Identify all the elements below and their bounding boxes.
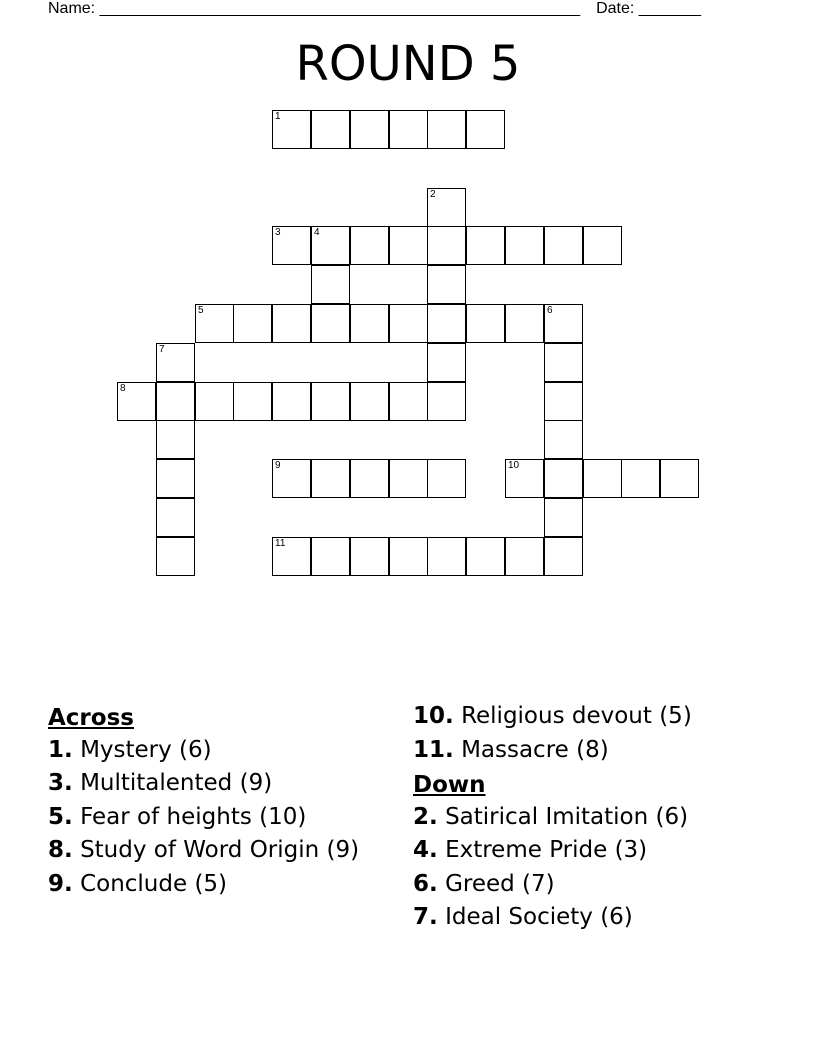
grid-cell[interactable]: [427, 265, 466, 304]
grid-cell[interactable]: [389, 110, 428, 149]
clue-number-label: 1: [275, 111, 281, 122]
grid-cell[interactable]: [544, 382, 583, 421]
grid-cell[interactable]: [544, 537, 583, 576]
clue-across-3: [48, 769, 368, 797]
grid-cell[interactable]: [272, 459, 311, 498]
clue-down-7: [413, 903, 773, 931]
grid-cell[interactable]: [427, 226, 466, 265]
grid-cell[interactable]: [389, 459, 428, 498]
grid-cell[interactable]: [544, 226, 583, 265]
grid-cell[interactable]: [583, 226, 622, 265]
grid-cell[interactable]: [466, 537, 505, 576]
clue-text: Ideal Society (6): [445, 904, 633, 930]
grid-cell[interactable]: [233, 382, 272, 421]
clue-number-label: 6: [547, 305, 553, 316]
clue-down-4: [413, 836, 773, 864]
grid-cell[interactable]: [544, 420, 583, 459]
grid-cell[interactable]: [427, 537, 466, 576]
clue-across-5: [48, 803, 368, 831]
clue-text: Satirical Imitation (6): [445, 803, 689, 830]
grid-cell[interactable]: [544, 304, 583, 343]
clue-number: 4.: [413, 837, 438, 863]
across-heading: Across: [48, 705, 134, 731]
grid-cell[interactable]: [466, 226, 505, 265]
grid-cell[interactable]: [272, 304, 311, 343]
grid-cell[interactable]: [621, 459, 660, 498]
clue-across-8: [48, 836, 368, 864]
grid-cell[interactable]: [350, 537, 389, 576]
grid-cell[interactable]: [311, 110, 350, 149]
grid-cell[interactable]: [311, 459, 350, 498]
clue-text: Mystery (6): [80, 736, 212, 763]
grid-cell[interactable]: [156, 382, 195, 421]
clue-across-11: [413, 736, 773, 764]
clue-text: Extreme Pride (3): [445, 837, 648, 863]
grid-cell[interactable]: [272, 110, 311, 149]
grid-cell[interactable]: [117, 382, 156, 421]
grid-cell[interactable]: [583, 459, 622, 498]
grid-cell[interactable]: [389, 304, 428, 343]
down-heading: Down: [413, 772, 486, 798]
grid-cell[interactable]: [427, 110, 466, 149]
clue-number: 6.: [413, 870, 438, 897]
clue-number: 7.: [413, 904, 438, 930]
grid-cell[interactable]: [350, 459, 389, 498]
grid-cell[interactable]: [389, 226, 428, 265]
clues-right-column: [413, 702, 773, 937]
clue-number-label: 11: [275, 538, 286, 549]
grid-cell[interactable]: [427, 188, 466, 227]
grid-cell[interactable]: [505, 537, 544, 576]
clue-text: Study of Word Origin (9): [80, 837, 360, 863]
grid-cell[interactable]: [350, 304, 389, 343]
clue-text: Multitalented (9): [80, 770, 273, 796]
clue-text: Massacre (8): [461, 736, 609, 763]
grid-cell[interactable]: [466, 110, 505, 149]
clue-number-label: 3: [275, 227, 281, 238]
grid-cell[interactable]: [427, 459, 466, 498]
clue-number-label: 4: [314, 227, 320, 238]
clues-left-column: [48, 702, 368, 903]
grid-cell[interactable]: [311, 226, 350, 265]
grid-cell[interactable]: [350, 110, 389, 149]
clue-number: 3.: [48, 770, 73, 796]
clue-down-2: [413, 803, 773, 831]
grid-cell[interactable]: [272, 382, 311, 421]
clue-number: 5.: [48, 803, 73, 830]
grid-cell[interactable]: [195, 382, 234, 421]
clue-number: 10.: [413, 703, 454, 729]
name-field-label[interactable]: Name: ______________________________________________________: [48, 0, 581, 17]
clue-across-10: [413, 702, 773, 730]
clue-across-1: [48, 736, 368, 764]
grid-cell[interactable]: [505, 459, 544, 498]
grid-cell[interactable]: [544, 498, 583, 537]
clue-number-label: 8: [120, 383, 126, 394]
grid-cell[interactable]: [350, 226, 389, 265]
grid-cell[interactable]: [156, 343, 195, 382]
clue-number-label: 7: [159, 344, 165, 355]
clue-number-label: 2: [430, 189, 436, 200]
page-title: ROUND 5: [295, 36, 521, 92]
clue-number-label: 5: [198, 305, 204, 316]
clue-number: 1.: [48, 736, 73, 763]
grid-cell[interactable]: [389, 537, 428, 576]
grid-cell[interactable]: [427, 343, 466, 382]
grid-cell[interactable]: [272, 226, 311, 265]
clue-text: Religious devout (5): [461, 703, 692, 729]
clue-number-label: 10: [508, 460, 520, 471]
grid-cell[interactable]: [660, 459, 699, 498]
clue-text: Greed (7): [445, 870, 555, 897]
grid-cell[interactable]: [505, 226, 544, 265]
clue-text: Conclude (5): [80, 870, 228, 897]
date-field-label[interactable]: Date: _______: [596, 0, 702, 17]
clue-number: 11.: [413, 736, 454, 763]
grid-cell[interactable]: [544, 459, 583, 498]
clue-number: 2.: [413, 803, 438, 830]
grid-cell[interactable]: [311, 265, 350, 304]
grid-cell[interactable]: [156, 459, 195, 498]
grid-cell[interactable]: [195, 304, 234, 343]
grid-cell[interactable]: [466, 304, 505, 343]
grid-cell[interactable]: [427, 382, 466, 421]
clue-number: 8.: [48, 837, 73, 863]
grid-cell[interactable]: [233, 304, 272, 343]
grid-cell[interactable]: [427, 304, 466, 343]
grid-cell[interactable]: [272, 537, 311, 576]
clue-across-9: [48, 870, 368, 898]
clue-down-6: [413, 870, 773, 898]
grid-cell[interactable]: [311, 537, 350, 576]
grid-cell[interactable]: [156, 420, 195, 459]
grid-cell[interactable]: [350, 382, 389, 421]
grid-cell[interactable]: [389, 382, 428, 421]
grid-cell[interactable]: [311, 382, 350, 421]
grid-cell[interactable]: [311, 304, 350, 343]
grid-cell[interactable]: [156, 537, 195, 576]
clue-number-label: 9: [275, 460, 281, 471]
clue-number: 9.: [48, 870, 73, 897]
grid-cell[interactable]: [544, 343, 583, 382]
grid-cell[interactable]: [505, 304, 544, 343]
clue-text: Fear of heights (10): [80, 803, 307, 830]
grid-cell[interactable]: [156, 498, 195, 537]
